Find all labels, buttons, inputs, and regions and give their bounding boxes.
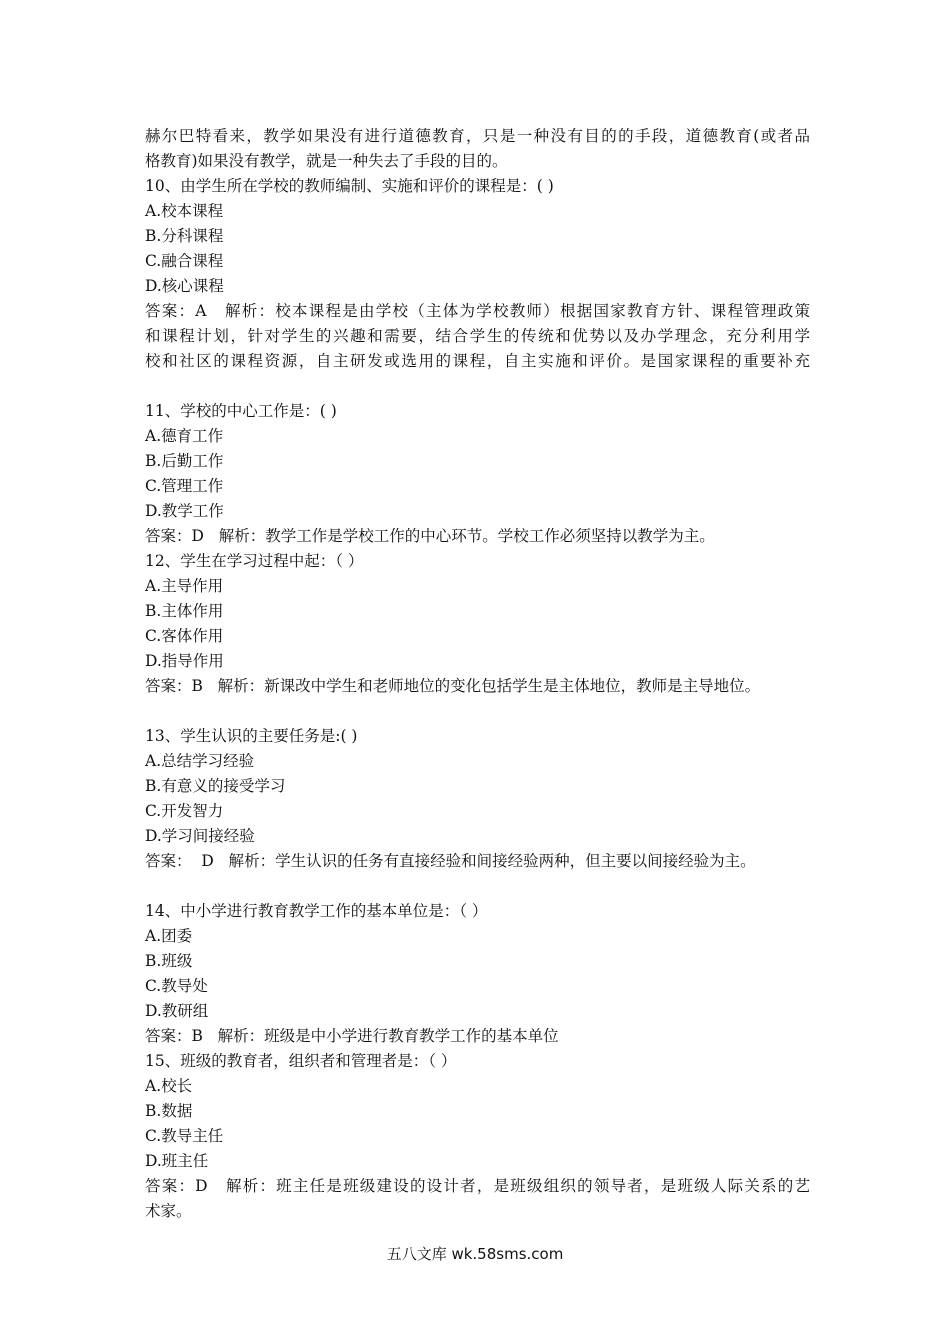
option-c: C.教导处 (145, 977, 208, 995)
answer-line: 答案：A 解析：校本课程是由学校（主体为学校教师）根据国家教育方针、课程管理政策 (145, 302, 810, 320)
blank-line (145, 874, 810, 899)
option-a: A.团委 (145, 927, 193, 945)
blank-line (145, 374, 810, 399)
question-block (145, 899, 810, 1049)
option-a: A.德育工作 (145, 427, 224, 445)
option-b: B.有意义的接受学习 (145, 777, 286, 795)
option-a: A.总结学习经验 (145, 752, 255, 770)
option-d: D.指导作用 (145, 652, 224, 670)
intro-line: 赫尔巴特看来，教学如果没有进行道德教育，只是一种没有目的的手段，道德教育(或者品 (145, 127, 810, 145)
option-c: C.开发智力 (145, 802, 224, 820)
answer-line: 校和社区的课程资源，自主研发或选用的课程，自主实施和评价。是国家课程的重要补充 (145, 352, 810, 370)
option-b: B.班级 (145, 952, 193, 970)
option-d: D.核心课程 (145, 277, 224, 295)
option-d: D.班主任 (145, 1152, 209, 1170)
question-stem: 12、学生在学习过程中起：（ ） (145, 552, 364, 570)
option-a: A.主导作用 (145, 577, 224, 595)
question-block (145, 1049, 810, 1224)
question-block (145, 174, 810, 374)
answer-line: 答案：B 解析：新课改中学生和老师地位的变化包括学生是主体地位，教师是主导地位。 (145, 677, 761, 695)
answer-line: 答案：D 解析：班主任是班级建设的设计者，是班级组织的领导者，是班级人际关系的艺 (145, 1177, 810, 1195)
question-stem: 11、学校的中心工作是：( ) (145, 402, 337, 420)
option-b: B.数据 (145, 1102, 193, 1120)
question-stem: 14、中小学进行教育教学工作的基本单位是：（ ） (145, 902, 488, 920)
question-stem: 15、班级的教育者，组织者和管理者是：（ ） (145, 1052, 457, 1070)
option-a: A.校长 (145, 1077, 193, 1095)
question-stem: 10、由学生所在学校的教师编制、实施和评价的课程是：( ) (145, 177, 554, 195)
option-c: C.管理工作 (145, 477, 224, 495)
intro-line: 格教育)如果没有教学，就是一种失去了手段的目的。 (145, 152, 508, 170)
option-b: B.主体作用 (145, 602, 224, 620)
option-c: C.客体作用 (145, 627, 224, 645)
document-body (145, 124, 810, 1224)
option-a: A.校本课程 (145, 202, 224, 220)
option-c: C.教导主任 (145, 1127, 224, 1145)
question-block (145, 724, 810, 874)
answer-line: 答案：B 解析：班级是中小学进行教育教学工作的基本单位 (145, 1027, 559, 1045)
question-block (145, 399, 810, 549)
blank-line (145, 699, 810, 724)
answer-line: 和课程计划，针对学生的兴趣和需要，结合学生的传统和优势以及办学理念，充分利用学 (145, 327, 810, 345)
option-b: B.后勤工作 (145, 452, 224, 470)
answer-line: 答案： D 解析：学生认识的任务有直接经验和间接经验两种，但主要以间接经验为主。 (145, 852, 756, 870)
option-d: D.教学工作 (145, 502, 224, 520)
option-d: D.教研组 (145, 1002, 209, 1020)
answer-line: 答案：D 解析：教学工作是学校工作的中心环节。学校工作必须坚持以教学为主。 (145, 527, 715, 545)
footer-watermark-text: 五八文库 wk.58sms.com (386, 1245, 564, 1263)
answer-line: 术家。 (145, 1202, 192, 1220)
option-b: B.分科课程 (145, 227, 224, 245)
option-d: D.学习间接经验 (145, 827, 255, 845)
option-c: C.融合课程 (145, 252, 224, 270)
question-block (145, 549, 810, 699)
question-stem: 13、学生认识的主要任务是:( ) (145, 727, 358, 745)
